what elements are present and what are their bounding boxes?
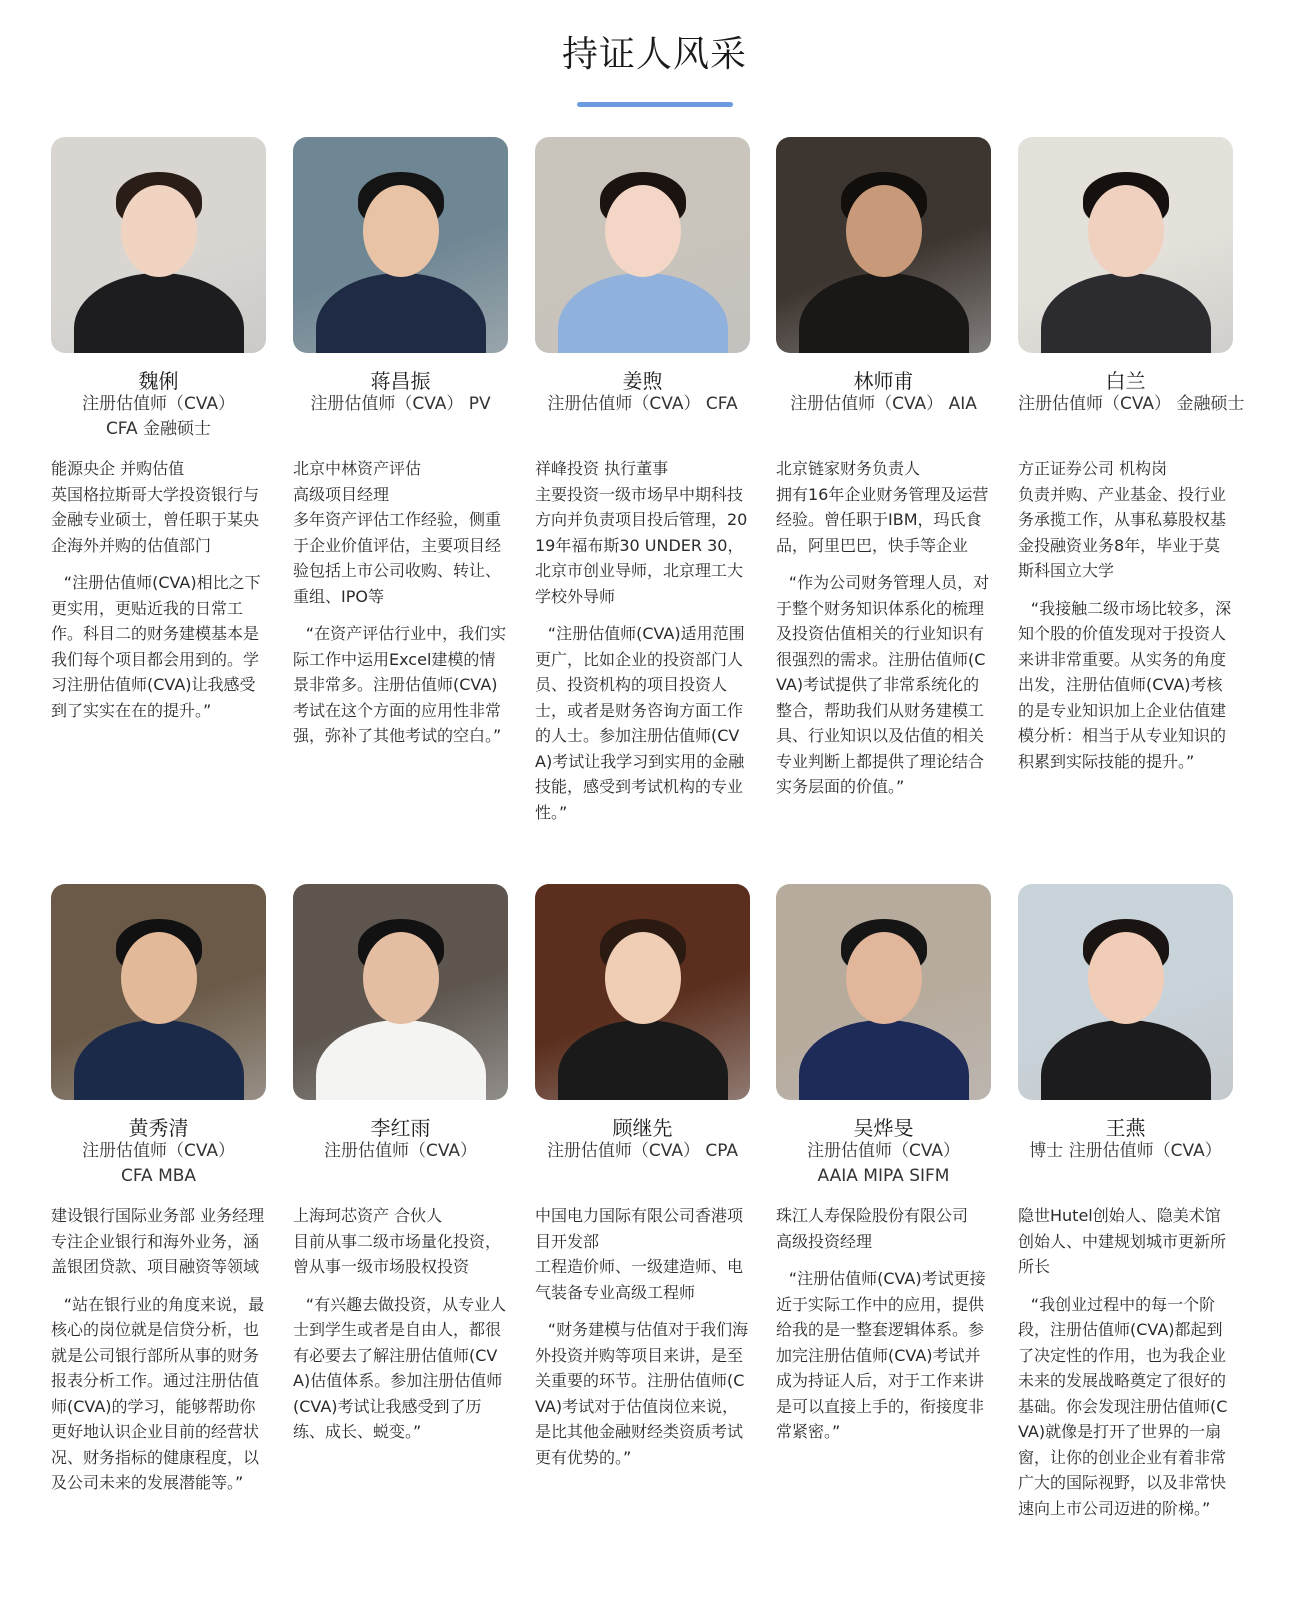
person-credentials: 注册估值师（CVA） AIA [790,394,977,414]
person-quote: “注册估值师(CVA)适用范围更广，比如企业的投资部门人员、投资机构的项目投资人士，或者是财务咨询方面工作的人士。参加注册估值师(CVA)考试让我学习到实用的金融技能，感受到考试机构的专业性。” [535,624,745,822]
person-photo [1018,137,1233,353]
person-name: 顾继先 [612,1116,673,1140]
person-bio: 祥峰投资 执行董事 主要投资一级市场早中期科技方向并负责项目投后管理，2019年福布斯30 UNDER 30，北京市创业导师，北京理工大学校外导师 [535,459,748,606]
person-quote: “财务建模与估值对于我们海外投资并购等项目来讲，是至关重要的环节。注册估值师(CVA)考试对于估值岗位来说，是比其他金融财经类资质考试更有优势的。” [535,1320,749,1467]
person-photo [776,137,991,353]
person-photo [776,884,991,1100]
person-name: 黄秀清 [128,1116,189,1140]
person-bio: 北京中林资产评估 高级项目经理 多年资产评估工作经验，侧重于企业价值评估，主要项目经验包括上市公司收购、转让、重组、IPO等 [293,459,502,606]
person-photo [51,884,266,1100]
person-card [776,884,998,1445]
person-photo [293,884,508,1100]
person-card [293,884,515,1445]
person-bio: 珠江人寿保险股份有限公司 高级投资经理 [776,1206,969,1251]
person-bio: 上海珂芯资产 合伙人 目前从事二级市场量化投资，曾从事一级市场股权投资 [293,1206,502,1276]
page-title: 持证人风采 [561,34,747,75]
person-card [51,137,273,723]
person-quote: “有兴趣去做投资，从专业人士到学生或者是自由人，都很有必要去了解注册估值师(CVA)估值体系。参加注册估值师(CVA)考试让我感受到了历练、成长、蜕变。” [293,1294,507,1441]
person-card [1018,137,1245,774]
person-quote: “作为公司财务管理人员，对于整个财务知识体系化的梳理及投资估值相关的行业知识有很强烈的需求。注册估值师(CVA)考试提供了非常系统化的整合，帮助我们从财务建模工具、行业知识以及估值的相关专业判断上都提供了理论结合实务层面的价值。” [776,573,990,796]
person-quote: “在资产评估行业中，我们实际工作中运用Excel建模的情景非常多。注册估值师(CVA)考试在这个方面的应用性非常强，弥补了其他考试的空白。” [293,624,507,745]
person-credentials: 注册估值师（CVA） CPA [546,1141,739,1161]
person-name: 林师甫 [853,369,914,393]
person-credentials: 注册估值师（CVA） 金融硕士 [1018,394,1245,414]
person-bio: 隐世Hutel创始人、隐美术馆创始人、中建规划城市更新所所长 [1018,1206,1227,1276]
person-credentials: AAIA MIPA SIFM [817,1166,950,1186]
person-card [51,884,273,1496]
person-credentials: 注册估值师（CVA） [81,394,236,414]
person-credentials: 注册估值师（CVA） CFA [547,394,738,414]
person-credentials: CFA 金融硕士 [105,419,212,439]
person-photo [535,884,750,1100]
person-photo [535,137,750,353]
person-card [1018,884,1240,1521]
person-card [535,884,757,1470]
person-card [535,137,757,825]
person-bio: 建设银行国际业务部 业务经理 专注企业银行和海外业务，涵盖银团贷款、项目融资等领域 [51,1206,265,1276]
person-quote: “注册估值师(CVA)相比之下更实用，更贴近我的日常工作。科目二的财务建模基本是我们每个项目都会用到的。学习注册估值师(CVA)让我感受到了实实在在的提升。” [51,573,261,720]
person-quote: “我接触二级市场比较多，深知个股的价值发现对于投资人来讲非常重要。从实务的角度出发，注册估值师(CVA)考核的是专业知识加上企业估值建模分析：相当于从专业知识的积累到实际技能的提升。” [1018,598,1232,771]
person-credentials: 博士 注册估值师（CVA） [1029,1141,1222,1161]
person-photo [51,137,266,353]
person-bio: 北京链家财务负责人 拥有16年企业财务管理及运营经验。曾任职于IBM，玛氏食品，阿里巴巴，快手等企业 [776,459,989,555]
person-card [776,137,998,800]
person-credentials: CFA MBA [120,1166,197,1186]
person-bio: 方正证券公司 机构岗 负责并购、产业基金、投行业务承揽工作，从事私募股权基金投融资业务8年，毕业于莫斯科国立大学 [1018,459,1227,580]
title-underline [577,102,733,107]
person-photo [293,137,508,353]
person-bio: 中国电力国际有限公司香港项目开发部 工程造价师、一级建造师、电气装备专业高级工程师 [535,1206,744,1302]
person-quote: “我创业过程中的每一个阶段，注册估值师(CVA)都起到了决定性的作用，也为我企业未来的发展战略奠定了很好的基础。你会发现注册估值师(CVA)就像是打开了世界的一扇窗，让你的创业企业有着非常广大的国际视野，以及非常快速向上市公司迈进的阶梯。” [1018,1294,1228,1518]
person-photo [1018,884,1233,1100]
person-quote: “站在银行业的角度来说，最核心的岗位就是信贷分析，也就是公司银行部所从事的财务报表分析工作。通过注册估值师(CVA)的学习，能够帮助你更好地认识企业目前的经营状况、财务指标的健康程度，以及公司未来的发展潜能等。” [51,1294,265,1492]
person-bio: 能源央企 并购估值 英国格拉斯哥大学投资银行与金融专业硕士，曾任职于某央企海外并购的估值部门 [51,459,260,555]
person-name: 姜煦 [622,369,663,393]
person-name: 蒋昌振 [370,369,431,393]
person-credentials: 注册估值师（CVA） [81,1141,236,1161]
person-name: 白兰 [1105,369,1146,393]
person-credentials: 注册估值师（CVA） PV [310,394,491,414]
person-credentials: 注册估值师（CVA） [323,1141,478,1161]
person-name: 吴烨旻 [853,1116,914,1140]
person-credentials: 注册估值师（CVA） [806,1141,961,1161]
person-quote: “注册估值师(CVA)考试更接近于实际工作中的应用，提供给我的是一整套逻辑体系。参加完注册估值师(CVA)考试并成为持证人后，对于工作来讲是可以直接上手的，衔接度非常紧密。” [776,1269,986,1441]
person-name: 李红雨 [370,1116,431,1140]
person-name: 王燕 [1105,1116,1146,1140]
person-name: 魏俐 [138,369,179,393]
person-card [293,137,515,749]
